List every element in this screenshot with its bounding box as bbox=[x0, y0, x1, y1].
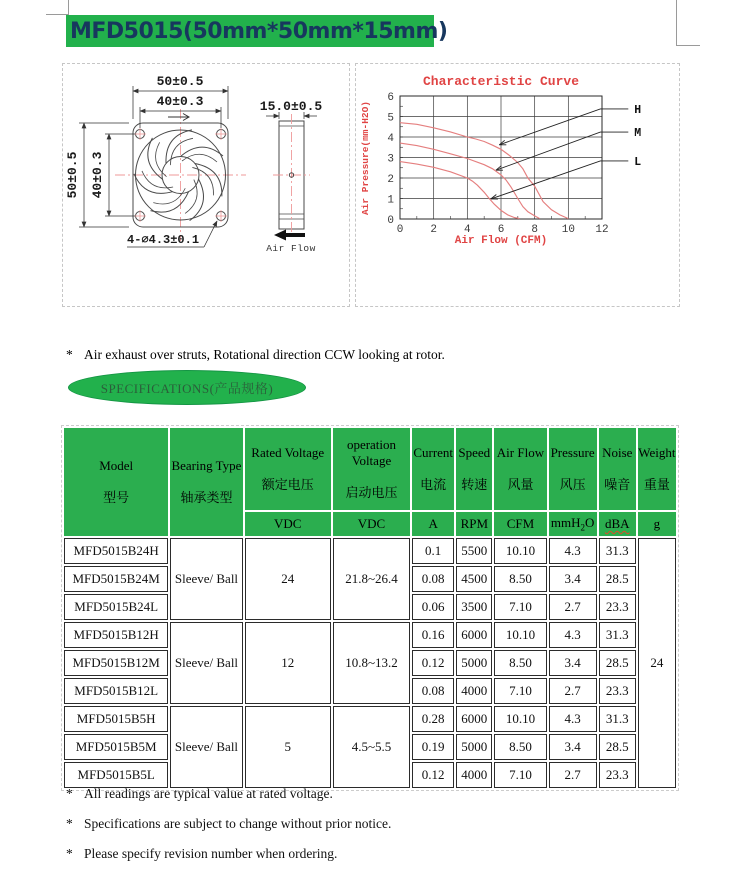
unit-noise: dBA bbox=[599, 512, 636, 536]
characteristic-curve-chart bbox=[355, 63, 680, 307]
crop-mark-top-right-h bbox=[676, 45, 700, 46]
y-tick-label: 2 bbox=[387, 174, 394, 186]
crop-mark-top-left-h bbox=[46, 14, 68, 15]
header-weight: Weight 重量 bbox=[638, 428, 676, 510]
x-tick-label: 0 bbox=[396, 224, 404, 236]
y-tick-label: 3 bbox=[387, 153, 394, 166]
current-cell: 0.12 bbox=[412, 762, 454, 788]
unit-weight: g bbox=[638, 512, 676, 536]
speed-cell: 4000 bbox=[456, 762, 492, 788]
series-label-H: H bbox=[634, 103, 642, 117]
model-cell: MFD5015B24L bbox=[64, 594, 168, 620]
pressure-cell: 2.7 bbox=[549, 762, 597, 788]
chart-title: Characteristic Curve bbox=[422, 74, 580, 89]
header-speed: Speed 转速 bbox=[456, 428, 492, 510]
fan-blades bbox=[130, 124, 229, 222]
model-cell: MFD5015B5L bbox=[64, 762, 168, 788]
dim-label-depth: 15.0±0.5 bbox=[259, 99, 323, 114]
pressure-cell: 4.3 bbox=[549, 538, 597, 564]
speed-cell: 5000 bbox=[456, 650, 492, 676]
header-bearing-type: Bearing Type 轴承类型 bbox=[170, 428, 242, 536]
footnote-2: * Specifications are subject to change without prior notice. bbox=[66, 816, 392, 831]
header-operation-voltage: operation Voltage 启动电压 bbox=[333, 428, 410, 510]
header-air-flow: Air Flow 风量 bbox=[494, 428, 546, 510]
air-flow-arrow-icon bbox=[274, 230, 305, 241]
x-tick-label: 12 bbox=[595, 224, 609, 236]
x-tick-label: 4 bbox=[464, 224, 471, 236]
rated-voltage-cell: 5 bbox=[245, 706, 331, 788]
curve-M bbox=[400, 143, 540, 219]
unit-operation-voltage: VDC bbox=[333, 512, 410, 536]
dim-label-hole-span-v: 40±0.3 bbox=[90, 151, 105, 199]
unit-air-flow: CFM bbox=[494, 512, 546, 536]
noise-cell: 28.5 bbox=[599, 650, 636, 676]
specifications-table bbox=[62, 426, 678, 790]
current-cell: 0.28 bbox=[412, 706, 454, 732]
rated-voltage-cell: 12 bbox=[245, 622, 331, 704]
speed-cell: 6000 bbox=[456, 706, 492, 732]
specifications-badge bbox=[68, 370, 306, 405]
series-label-M: M bbox=[634, 127, 642, 141]
header-model: Model 型号 bbox=[64, 428, 168, 536]
x-tick-label: 2 bbox=[430, 224, 437, 236]
rotation-arrow-icon bbox=[168, 114, 189, 121]
pressure-cell: 3.4 bbox=[549, 566, 597, 592]
unit-current: A bbox=[412, 512, 454, 536]
fan-outline-drawing bbox=[63, 64, 349, 306]
table-row bbox=[64, 622, 676, 648]
speed-cell: 3500 bbox=[456, 594, 492, 620]
y-tick-label: 0 bbox=[387, 215, 394, 227]
page-title: MFD5015(50mm*50mm*15mm) bbox=[70, 19, 448, 44]
pressure-cell: 4.3 bbox=[549, 706, 597, 732]
header-noise: Noise 噪音 bbox=[599, 428, 636, 510]
airflow-cell: 8.50 bbox=[494, 734, 546, 760]
x-tick-label: 6 bbox=[497, 224, 505, 236]
dim-label-mount-holes: 4-∅4.3±0.1 bbox=[127, 233, 200, 247]
unit-pressure: mmH$_2$O bbox=[549, 512, 597, 536]
noise-cell: 28.5 bbox=[599, 566, 636, 592]
airflow-cell: 8.50 bbox=[494, 566, 546, 592]
unit-speed: RPM bbox=[456, 512, 492, 536]
model-cell: MFD5015B5M bbox=[64, 734, 168, 760]
x-axis-label: Air Flow (CFM) bbox=[454, 235, 548, 247]
pressure-cell: 3.4 bbox=[549, 734, 597, 760]
header-pressure: Pressure 风压 bbox=[549, 428, 597, 510]
airflow-cell: 10.10 bbox=[494, 622, 546, 648]
airflow-cell: 7.10 bbox=[494, 762, 546, 788]
current-cell: 0.19 bbox=[412, 734, 454, 760]
footnotes bbox=[66, 786, 391, 876]
specifications-badge-label: SPECIFICATIONS(产品规格) bbox=[100, 381, 274, 396]
dim-label-width: 50±0.5 bbox=[156, 74, 204, 89]
y-axis-label: Air Pressure(mm-H2O) bbox=[360, 100, 371, 216]
note-marker: * bbox=[66, 346, 73, 362]
current-cell: 0.16 bbox=[412, 622, 454, 648]
noise-cell: 31.3 bbox=[599, 622, 636, 648]
speed-cell: 5500 bbox=[456, 538, 492, 564]
operation-voltage-cell: 21.8~26.4 bbox=[333, 538, 410, 620]
speed-cell: 4000 bbox=[456, 678, 492, 704]
operation-voltage-cell: 10.8~13.2 bbox=[333, 622, 410, 704]
current-cell: 0.08 bbox=[412, 566, 454, 592]
noise-cell: 23.3 bbox=[599, 762, 636, 788]
bearing-cell: Sleeve/ Ball bbox=[170, 706, 242, 788]
exhaust-note bbox=[66, 347, 445, 363]
weight-cell: 24 bbox=[638, 538, 676, 788]
airflow-cell: 8.50 bbox=[494, 650, 546, 676]
unit-rated-voltage: VDC bbox=[245, 512, 331, 536]
noise-cell: 23.3 bbox=[599, 678, 636, 704]
header-rated-voltage: Rated Voltage 额定电压 bbox=[245, 428, 331, 510]
airflow-cell: 10.10 bbox=[494, 538, 546, 564]
x-tick-label: 8 bbox=[531, 224, 538, 236]
table-row bbox=[64, 538, 676, 564]
crop-mark-top-right-v bbox=[676, 0, 677, 46]
speed-cell: 6000 bbox=[456, 622, 492, 648]
pressure-cell: 3.4 bbox=[549, 650, 597, 676]
airflow-cell: 7.10 bbox=[494, 678, 546, 704]
dim-label-height: 50±0.5 bbox=[65, 151, 80, 199]
air-flow-label: Air Flow bbox=[266, 243, 316, 254]
noise-cell: 31.3 bbox=[599, 538, 636, 564]
table-row bbox=[64, 706, 676, 732]
current-cell: 0.06 bbox=[412, 594, 454, 620]
model-cell: MFD5015B24H bbox=[64, 538, 168, 564]
exhaust-note-text: Air exhaust over struts, Rotational direction CCW looking at rotor. bbox=[84, 346, 445, 362]
pressure-cell: 2.7 bbox=[549, 678, 597, 704]
x-tick-label: 10 bbox=[561, 224, 575, 236]
product-title-bar bbox=[66, 15, 448, 47]
y-tick-label: 6 bbox=[387, 92, 394, 104]
header-current: Current 电流 bbox=[412, 428, 454, 510]
characteristic-curve-svg bbox=[356, 64, 679, 306]
y-tick-label: 1 bbox=[387, 194, 394, 207]
airflow-cell: 7.10 bbox=[494, 594, 546, 620]
model-cell: MFD5015B5H bbox=[64, 706, 168, 732]
model-cell: MFD5015B24M bbox=[64, 566, 168, 592]
footnote-1: * All readings are typical value at rated voltage. bbox=[66, 786, 333, 801]
dimension-drawing bbox=[62, 63, 350, 307]
dim-label-hole-span-h: 40±0.3 bbox=[156, 94, 204, 109]
speed-cell: 5000 bbox=[456, 734, 492, 760]
bearing-cell: Sleeve/ Ball bbox=[170, 538, 242, 620]
current-cell: 0.1 bbox=[412, 538, 454, 564]
y-tick-label: 4 bbox=[387, 133, 394, 145]
footnote-3: * Please specify revision number when ordering. bbox=[66, 846, 338, 861]
speed-cell: 4500 bbox=[456, 566, 492, 592]
y-tick-label: 5 bbox=[387, 112, 394, 125]
noise-cell: 31.3 bbox=[599, 706, 636, 732]
model-cell: MFD5015B12H bbox=[64, 622, 168, 648]
noise-cell: 28.5 bbox=[599, 734, 636, 760]
pressure-cell: 4.3 bbox=[549, 622, 597, 648]
pressure-cell: 2.7 bbox=[549, 594, 597, 620]
model-cell: MFD5015B12L bbox=[64, 678, 168, 704]
bearing-cell: Sleeve/ Ball bbox=[170, 622, 242, 704]
noise-cell: 23.3 bbox=[599, 594, 636, 620]
rated-voltage-cell: 24 bbox=[245, 538, 331, 620]
current-cell: 0.08 bbox=[412, 678, 454, 704]
operation-voltage-cell: 4.5~5.5 bbox=[333, 706, 410, 788]
current-cell: 0.12 bbox=[412, 650, 454, 676]
series-label-L: L bbox=[634, 155, 642, 169]
airflow-cell: 10.10 bbox=[494, 706, 546, 732]
model-cell: MFD5015B12M bbox=[64, 650, 168, 676]
